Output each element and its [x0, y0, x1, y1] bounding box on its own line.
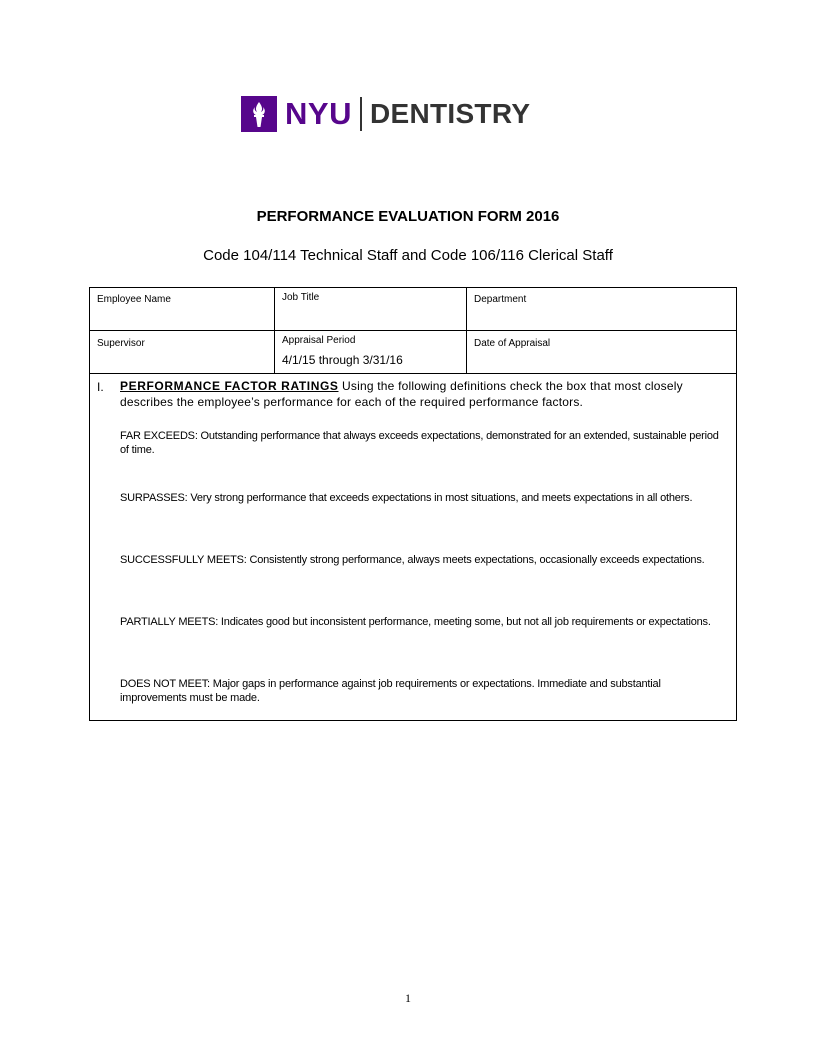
- definition-does-not-meet: DOES NOT MEET: Major gaps in performance against job requirements or expectations. Immediate and substantial improvements must be made.: [120, 678, 661, 704]
- employee-name-cell[interactable]: [90, 288, 274, 330]
- supervisor-cell[interactable]: [90, 331, 274, 373]
- definition-far-exceeds: FAR EXCEEDS: Outstanding performance that always exceeds expectations, demonstrated for an extended, sustainable period of time.: [120, 430, 719, 456]
- section-heading: PERFORMANCE FACTOR RATINGS: [120, 379, 339, 393]
- date-of-appraisal-cell[interactable]: [467, 331, 736, 373]
- page-title: PERFORMANCE EVALUATION FORM 2016: [256, 208, 560, 225]
- department-cell[interactable]: [467, 288, 736, 330]
- logo-school: DENTISTRY: [369, 98, 531, 129]
- employee-name-label: Employee Name: [97, 294, 171, 305]
- page-number: 1: [405, 991, 411, 1005]
- appraisal-period-value: 4/1/15 through 3/31/16: [282, 353, 403, 367]
- torch-icon: [241, 96, 277, 132]
- logo-divider: [360, 97, 362, 131]
- row-divider: [90, 373, 736, 374]
- definition-partially-meets: PARTIALLY MEETS: Indicates good but inconsistent performance, meeting some, but not all job requirements or expectations.: [120, 616, 711, 628]
- department-label: Department: [474, 294, 527, 305]
- supervisor-label: Supervisor: [97, 338, 145, 349]
- section-intro-text: Using the following definitions check the box that most closely describes the employee’s performance for each of the required performance factors.: [120, 379, 683, 409]
- page-subtitle: Code 104/114 Technical Staff and Code 106/116 Clerical Staff: [203, 247, 613, 264]
- section-intro: [120, 378, 714, 410]
- appraisal-period-label: Appraisal Period: [282, 335, 356, 346]
- logo-brand: NYU: [285, 96, 352, 131]
- job-title-cell[interactable]: [275, 288, 466, 330]
- job-title-label: Job Title: [282, 292, 320, 303]
- date-of-appraisal-label: Date of Appraisal: [474, 338, 551, 349]
- definition-successfully-meets: SUCCESSFULLY MEETS: Consistently strong performance, always meets expectations, occasionally exceeds expectations.: [120, 554, 705, 566]
- appraisal-period-cell[interactable]: [275, 331, 466, 373]
- nyu-dentistry-logo: [241, 96, 530, 132]
- evaluation-form-table: [89, 287, 737, 721]
- definition-surpasses: SURPASSES: Very strong performance that exceeds expectations in most situations, and meets expectations in all others.: [120, 492, 693, 504]
- section-number: I.: [97, 380, 104, 394]
